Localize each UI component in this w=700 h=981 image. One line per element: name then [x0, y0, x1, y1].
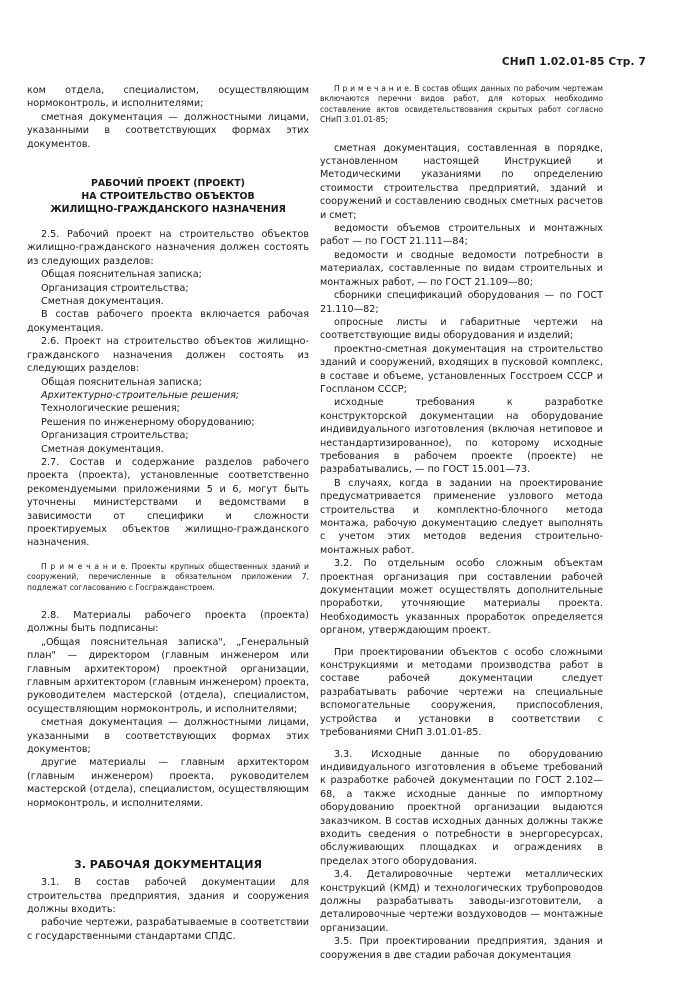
paragraph: опросные листы и габаритные чертежи на соответствующие виды оборудования и изделий;	[320, 316, 603, 342]
paragraph: сметная документация — должностными лицами, указанными в соответствующих формах этих документов;	[27, 717, 309, 756]
paragraph: ведомости объемов строительных и монтажных работ — по ГОСТ 21.111—84;	[320, 223, 603, 248]
paragraph: сборники спецификаций оборудования — по ГОСТ 21.110—82;	[320, 290, 603, 315]
section-heading: НА СТРОИТЕЛЬСТВО ОБЪЕКТОВ	[81, 191, 255, 203]
clause-2-8: 2.8. Материалы рабочего проекта (проекта) должны быть подписаны:	[27, 610, 309, 635]
paragraph: ведомости и сводные ведомости потребности в материалах, составленные по видам строительных и монтажных работ, — по ГОСТ 21.109—80;	[320, 249, 603, 288]
paragraph: В состав рабочего проекта включается рабочая документация.	[27, 309, 309, 334]
list-item: Сметная документация.	[41, 443, 164, 455]
clause-2-6: 2.6. Проект на строительство объектов жилищно-гражданского назначения должен состоять из следующих разделов:	[27, 336, 309, 375]
list-item: Общая пояснительная записка;	[41, 376, 202, 388]
page-header: СНиП 1.02.01-85 Стр. 7	[501, 56, 646, 68]
paragraph: другие материалы — главным архитектором (главным инженером) проекта, руководителем мастерской (отдела), специалистом, осуществляющим нормоконтроль, и исполнителями.	[27, 757, 309, 809]
section-heading: 3. РАБОЧАЯ ДОКУМЕНТАЦИЯ	[74, 858, 262, 872]
clause-3-5: 3.5. При проектировании предприятия, здания и сооружения в две стадии рабочая документация	[320, 936, 603, 961]
list-item: Организация строительства;	[41, 282, 189, 294]
paragraph: сметная документация, составленная в порядке, установленном настоящей Инструкцией и Методическими указаниями по определению стоимости строительства предприятий, зданий и сооружений и составлению сводных сметных расчетов и смет;	[320, 142, 603, 221]
clause-2-5: 2.5. Рабочий проект на строительство объектов жилищно-гражданского назначения должен состоять из следующих разделов:	[27, 229, 309, 267]
paragraph: При проектировании объектов с особо сложными конструкциями и методами производства работ в составе рабочей документации следует разрабатывать рабочие чертежи на специальные вспомогательные сооружения, приспособления, устройства и установки в соответствии с требованиями СНиП 3.01.01-85.	[320, 646, 603, 739]
left-column	[27, 84, 309, 943]
note: П р и м е ч а н и е. В состав общих данных по рабочим чертежам включаются перечни видов работ, для которых необходимо составление актов освидетельствования скрытых работ согласно СНиП 3.01.01-85;	[320, 84, 603, 125]
list-item: Архитектурно-строительные решения;	[41, 389, 240, 401]
clause-3-1: 3.1. В состав рабочей документации для строительства предприятия, здания и сооружения должны входить:	[27, 877, 309, 915]
list-item: Технологические решения;	[41, 403, 180, 415]
paragraph: В случаях, когда в задании на проектирование предусматривается применение узлового метода строительства и комплектно-блочного метода монтажа, рабочую документацию следует выполнять с учетом этих методов ведения строительно-монтажных работ.	[320, 477, 603, 556]
paragraph: „Общая пояснительная записка", „Генеральный план" — директором (главным инженером или главным архитектором) проектной организации, главным архитектором (главным инженером) проекта, руководителем мастерской (отдела), специалистом, осуществляющим нормоконтроль, и исполнителями;	[27, 636, 309, 715]
clause-3-2: 3.2. По отдельным особо сложным объектам проектная организация при составлении рабочей документации может осуществлять дополнительные проработки, уточняющие материалы проекта. Необходимость указанных проработок определяется органом, утверждающим проект.	[320, 558, 603, 637]
paragraph: сметная документация — должностными лицами, указанными в соответствующих формах этих документов.	[27, 111, 309, 150]
list-item: Решения по инженерному оборудованию;	[41, 416, 255, 428]
clause-2-7: 2.7. Состав и содержание разделов рабочего проекта (проекта), установленные соответственно рекомендуемыми приложениями 5 и 6, могут быть уточнены министерствами и ведомствами в зависимости от специфики и сложности проектируемых объектов жилищно-гражданского назначения.	[27, 456, 309, 549]
section-heading: РАБОЧИЙ ПРОЕКТ (ПРОЕКТ)	[91, 178, 245, 190]
right-column	[320, 84, 603, 962]
paragraph: ком отдела, специалистом, осуществляющим нормоконтроль, и исполнителями;	[27, 85, 309, 110]
paragraph: исходные требования к разработке конструкторской документации на оборудование индивидуального изготовления (включая нетиповое и нестандартизированное), по которому исходные требования в рабочем проекте (проекте) не разрабатывались, — по ГОСТ 15.001—73.	[320, 397, 603, 476]
clause-3-4: 3.4. Деталировочные чертежи металлических конструкций (КМД) и технологических трубопроводов должны разрабатывать заводы-изготовители, а деталировочные чертежи воздуховодов — монтажные организации.	[320, 869, 603, 934]
note: П р и м е ч а н и е. Проекты крупных общественных зданий и сооружений, перечисленные в обязательном приложении 7, подлежат согласованию с Госгражданстроем.	[27, 561, 309, 592]
list-item: Организация строительства;	[41, 430, 189, 442]
clause-3-3: 3.3. Исходные данные по оборудованию индивидуального изготовления в объеме требований к разработке рабочей документации по ГОСТ 2.102—68, а также исходные данные по импортному оборудованию проектной организации выдаются заказчиком. В состав исходных данных должны также входить сведения о потребности в энергоресурсах, обслуживающих площадках и ограждениях в пределах этого оборудования.	[320, 748, 603, 867]
paragraph: проектно-сметная документация на строительство зданий и сооружений, входящих в пусковой комплекс, в составе и объеме, установленных Госстроем СССР и Госпланом СССР;	[320, 343, 603, 395]
section-heading: ЖИЛИЩНО-ГРАЖДАНСКОГО НАЗНАЧЕНИЯ	[50, 204, 286, 216]
list-item: Общая пояснительная записка;	[41, 269, 202, 281]
paragraph: рабочие чертежи, разрабатываемые в соответствии с государственными стандартами СПДС.	[27, 917, 309, 942]
list-item: Сметная документация.	[41, 296, 164, 308]
